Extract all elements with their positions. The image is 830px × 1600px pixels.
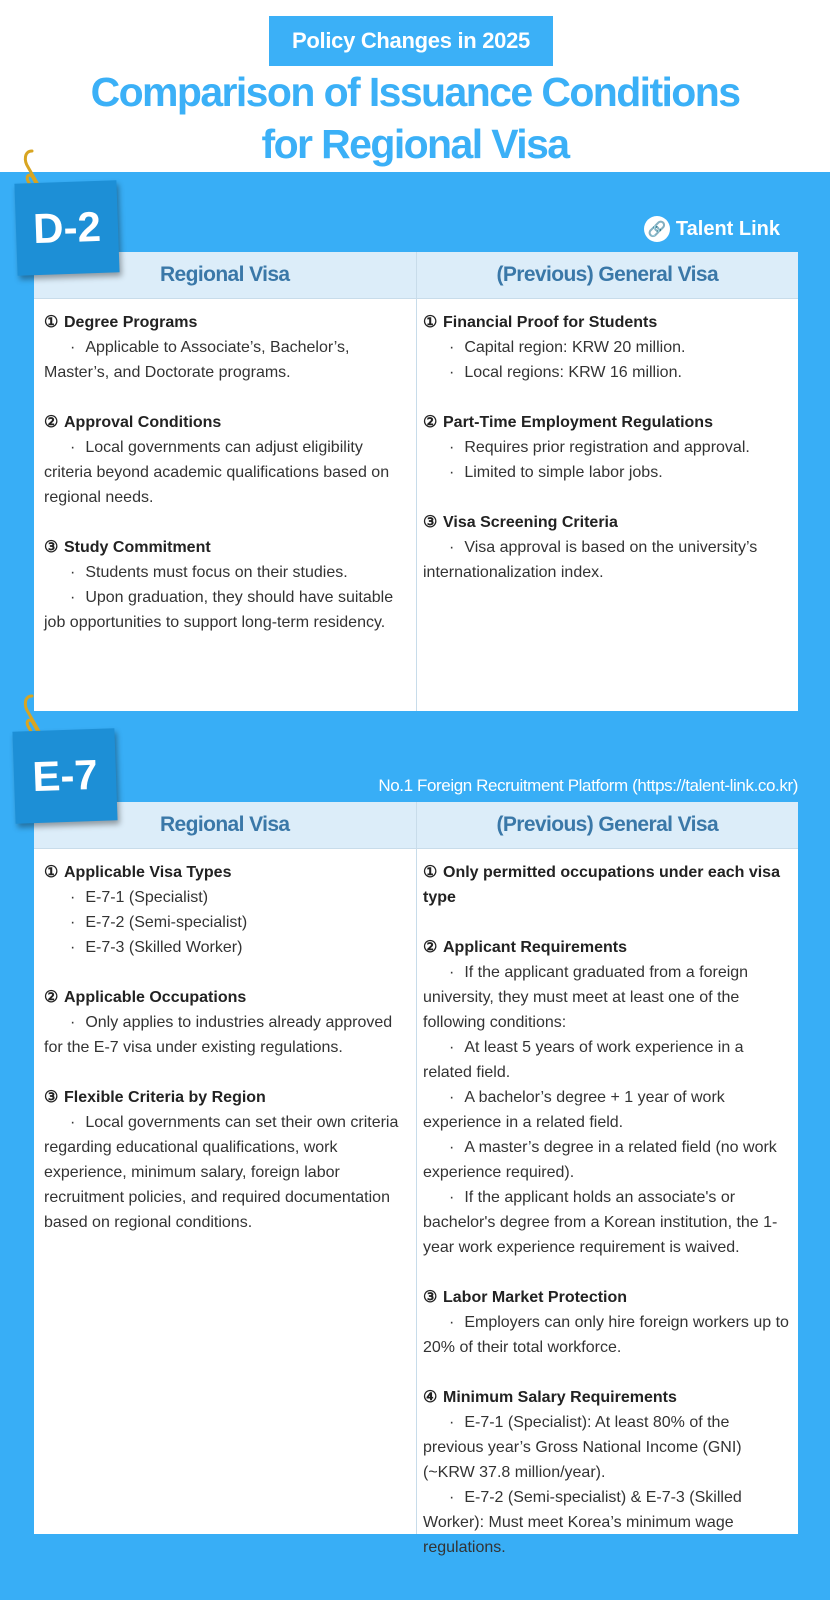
criteria-detail: · E-7-3 (Skilled Worker) bbox=[44, 935, 408, 960]
criteria-detail: · Only applies to industries already approved for the E-7 visa under existing regulations. bbox=[44, 1010, 408, 1060]
criteria-section bbox=[423, 1285, 790, 1360]
d2-comparison-table bbox=[34, 252, 798, 711]
e7-comparison-table bbox=[34, 802, 798, 1556]
criteria-title-text: Financial Proof for Students bbox=[443, 314, 658, 331]
column-header-regional: Regional Visa bbox=[159, 263, 290, 286]
criteria-detail: · E-7-2 (Semi-specialist) & E-7-3 (Skilled Worker): Must meet Korea’s minimum wage regulations. bbox=[423, 1485, 790, 1560]
criteria-title bbox=[423, 1285, 790, 1310]
brand-logo bbox=[644, 216, 780, 242]
criteria-number: ① bbox=[44, 864, 59, 881]
criteria-section bbox=[44, 985, 408, 1060]
regional-visa-column bbox=[34, 298, 416, 711]
table-header bbox=[34, 802, 798, 849]
d2-visa-tag: D-2 bbox=[14, 180, 119, 276]
page-title bbox=[0, 66, 830, 170]
criteria-title bbox=[423, 510, 790, 535]
page-header bbox=[0, 0, 830, 172]
criteria-title bbox=[44, 985, 408, 1010]
regional-visa-column bbox=[34, 848, 416, 1534]
criteria-number: ② bbox=[423, 414, 438, 431]
criteria-title-text: Flexible Criteria by Region bbox=[64, 1089, 266, 1106]
link-icon: 🔗 bbox=[644, 216, 670, 242]
criteria-number: ② bbox=[423, 939, 438, 956]
criteria-section bbox=[423, 935, 790, 1260]
criteria-section bbox=[44, 310, 408, 385]
criteria-title-text: Applicable Occupations bbox=[64, 989, 247, 1006]
criteria-title bbox=[423, 860, 790, 910]
criteria-title bbox=[44, 860, 408, 885]
criteria-section bbox=[423, 310, 790, 385]
criteria-section bbox=[44, 410, 408, 510]
criteria-number: ② bbox=[44, 414, 59, 431]
criteria-section bbox=[423, 860, 790, 910]
criteria-title bbox=[44, 310, 408, 335]
criteria-title bbox=[44, 1085, 408, 1110]
criteria-title-text: Visa Screening Criteria bbox=[443, 514, 618, 531]
column-header-general: (Previous) General Visa bbox=[416, 252, 799, 298]
criteria-title-text: Approval Conditions bbox=[64, 414, 222, 431]
criteria-detail: · Students must focus on their studies. bbox=[44, 560, 408, 585]
page-title-line-2: for Regional Visa bbox=[261, 121, 569, 167]
criteria-title-text: Labor Market Protection bbox=[443, 1289, 628, 1306]
column-header-regional: Regional Visa bbox=[159, 813, 290, 836]
general-visa-column bbox=[416, 298, 798, 711]
criteria-title bbox=[423, 1385, 790, 1410]
criteria-number: ③ bbox=[423, 1289, 438, 1306]
brand-name: Talent Link bbox=[675, 217, 780, 240]
criteria-number: ③ bbox=[423, 514, 438, 531]
criteria-number: ② bbox=[44, 989, 59, 1006]
criteria-detail: · E-7-1 (Specialist) bbox=[44, 885, 408, 910]
criteria-section bbox=[44, 535, 408, 635]
criteria-detail: · Local governments can set their own criteria regarding educational qualifications, work experience, minimum salary, foreign labor recruitment policies, and required documentation based on regional conditions. bbox=[44, 1110, 408, 1235]
criteria-detail: · Employers can only hire foreign workers up to 20% of their total workforce. bbox=[423, 1310, 790, 1360]
criteria-title bbox=[44, 410, 408, 435]
criteria-detail: · E-7-1 (Specialist): At least 80% of the previous year’s Gross National Income (GNI) (~KRW 37.8 million/year). bbox=[423, 1410, 790, 1485]
criteria-section bbox=[44, 1085, 408, 1235]
platform-tagline: No.1 Foreign Recruitment Platform (https://talent-link.co.kr) bbox=[378, 776, 798, 795]
criteria-title bbox=[423, 935, 790, 960]
criteria-section bbox=[44, 860, 408, 960]
criteria-number: ① bbox=[423, 314, 438, 331]
table-header bbox=[34, 252, 798, 299]
criteria-title-text: Applicable Visa Types bbox=[64, 864, 232, 881]
criteria-detail: · Capital region: KRW 20 million. bbox=[423, 335, 790, 360]
criteria-section bbox=[423, 510, 790, 585]
criteria-detail: · Visa approval is based on the university’s internationalization index. bbox=[423, 535, 790, 585]
criteria-detail: · Local regions: KRW 16 million. bbox=[423, 360, 790, 385]
criteria-title bbox=[423, 310, 790, 335]
criteria-title-text: Part-Time Employment Regulations bbox=[443, 414, 713, 431]
criteria-detail: · If the applicant holds an associate's or bachelor's degree from a Korean institution, the 1-year work experience requirement is waived. bbox=[423, 1185, 790, 1260]
page-title-line-1: Comparison of Issuance Conditions bbox=[90, 69, 740, 115]
policy-badge: Policy Changes in 2025 bbox=[269, 16, 553, 66]
criteria-detail: · A master’s degree in a related field (no work experience required). bbox=[423, 1135, 790, 1185]
criteria-detail: · At least 5 years of work experience in a related field. bbox=[423, 1035, 790, 1085]
criteria-number: ① bbox=[44, 314, 59, 331]
criteria-detail: · E-7-2 (Semi-specialist) bbox=[44, 910, 408, 935]
criteria-title-text: Study Commitment bbox=[64, 539, 211, 556]
criteria-detail: · Applicable to Associate’s, Bachelor’s, Master’s, and Doctorate programs. bbox=[44, 335, 408, 385]
column-header-general: (Previous) General Visa bbox=[416, 802, 799, 848]
criteria-detail: · Limited to simple labor jobs. bbox=[423, 460, 790, 485]
criteria-title bbox=[423, 410, 790, 435]
criteria-number: ③ bbox=[44, 1089, 59, 1106]
criteria-detail: · If the applicant graduated from a foreign university, they must meet at least one of the following conditions: bbox=[423, 960, 790, 1035]
criteria-detail: · Requires prior registration and approval. bbox=[423, 435, 790, 460]
criteria-number: ④ bbox=[423, 1389, 438, 1406]
criteria-detail: · Upon graduation, they should have suitable job opportunities to support long-term residency. bbox=[44, 585, 408, 635]
general-visa-column bbox=[416, 848, 798, 1556]
criteria-title-text: Minimum Salary Requirements bbox=[443, 1389, 677, 1406]
criteria-section bbox=[423, 410, 790, 485]
criteria-number: ① bbox=[423, 864, 438, 881]
criteria-number: ③ bbox=[44, 539, 59, 556]
criteria-title bbox=[44, 535, 408, 560]
e7-visa-tag: E-7 bbox=[12, 728, 117, 824]
criteria-title-text: Only permitted occupations under each visa type bbox=[423, 864, 780, 906]
criteria-detail: · Local governments can adjust eligibility criteria beyond academic qualifications based on regional needs. bbox=[44, 435, 408, 510]
criteria-title-text: Applicant Requirements bbox=[443, 939, 628, 956]
criteria-section bbox=[423, 1385, 790, 1560]
criteria-title-text: Degree Programs bbox=[64, 314, 198, 331]
criteria-detail: · A bachelor’s degree + 1 year of work experience in a related field. bbox=[423, 1085, 790, 1135]
